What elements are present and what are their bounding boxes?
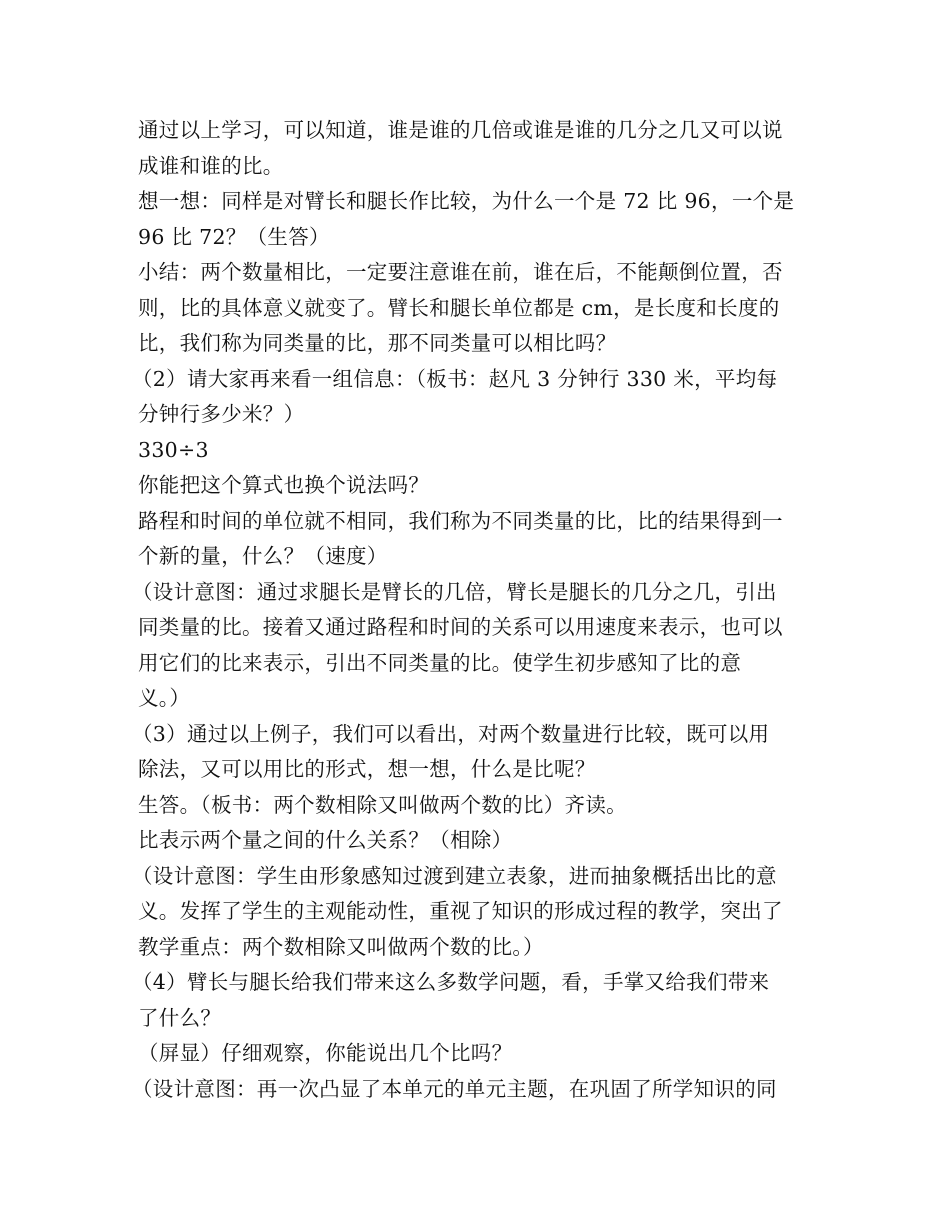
text-line: （2）请大家再来看一组信息：（板书：赵凡 3 分钟行 330 米，平均每 bbox=[132, 366, 778, 391]
text-line: 成谁和谁的比。 bbox=[138, 153, 284, 178]
text-line: 小结：两个数量相比，一定要注意谁在前，谁在后，不能颠倒位置，否 bbox=[138, 260, 783, 284]
text-line: 比，我们称为同类量的比，那不同类量可以相比吗？ bbox=[138, 331, 617, 355]
text-line: 个新的量，什么？（速度） bbox=[138, 544, 388, 568]
text-line: 96 比 72？（生答） bbox=[138, 224, 330, 249]
text-line: （3）通过以上例子，我们可以看出，对两个数量进行比较，既可以用 bbox=[132, 721, 770, 746]
text-line: 路程和时间的单位就不相同，我们称为不同类量的比，比的结果得到一 bbox=[138, 508, 783, 533]
text-line: 义。发挥了学生的主观能动性，重视了知识的形成过程的教学，突出了 bbox=[138, 899, 783, 923]
text-line: 了什么？ bbox=[138, 1005, 222, 1030]
document-body bbox=[132, 113, 814, 1107]
text-line: 同类量的比。接着又通过路程和时间的关系可以用速度来表示，也可以 bbox=[138, 615, 783, 639]
text-line: 分钟行多少米？） bbox=[138, 402, 305, 426]
text-line: 用它们的比来表示，引出不同类量的比。使学生初步感知了比的意 bbox=[138, 650, 742, 675]
text-line: （4）臂长与腿长给我们带来这么多数学问题，看，手掌又给我们带来 bbox=[132, 970, 770, 994]
text-line: 你能把这个算式也换个说法吗？ bbox=[138, 473, 430, 497]
text-line: 则，比的具体意义就变了。臂长和腿长单位都是 cm，是长度和长度的 bbox=[138, 295, 780, 320]
text-line: 生答。（板书：两个数相除又叫做两个数的比）齐读。 bbox=[138, 792, 627, 817]
text-line: 比表示两个量之间的什么关系？（相除） bbox=[138, 828, 513, 852]
text-line: 除法，又可以用比的形式，想一想，什么是比呢？ bbox=[138, 757, 596, 781]
text-line: （设计意图：通过求腿长是臂长的几倍，臂长是腿长的几分之几，引出 bbox=[132, 579, 777, 604]
text-line: 想一想：同样是对臂长和腿长作比较，为什么一个是 72 比 96，一个是 bbox=[138, 189, 795, 213]
text-line: （设计意图：再一次凸显了本单元的单元主题，在巩固了所学知识的同 bbox=[132, 1076, 777, 1101]
text-line: 义。） bbox=[138, 686, 191, 710]
text-line: （屏显）仔细观察，你能说出几个比吗？ bbox=[138, 1041, 513, 1065]
text-line: （设计意图：学生由形象感知过渡到建立表象，进而抽象概括出比的意 bbox=[132, 863, 777, 888]
text-line: 通过以上学习，可以知道，谁是谁的几倍或谁是谁的几分之几又可以说 bbox=[138, 118, 783, 142]
text-line: 教学重点：两个数相除又叫做两个数的比。） bbox=[138, 934, 544, 959]
text-line: 330÷3 bbox=[138, 437, 209, 462]
